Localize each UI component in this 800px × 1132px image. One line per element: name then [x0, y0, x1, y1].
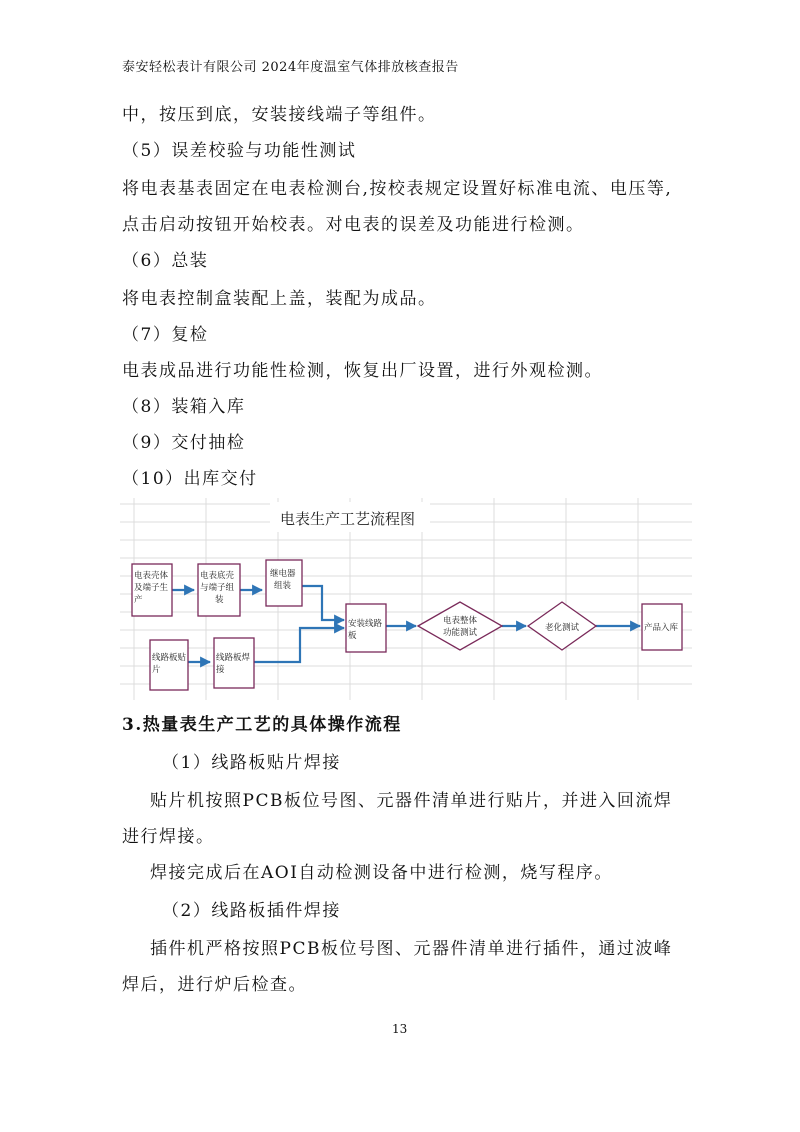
step-heading-8: （8）装箱入库 [122, 397, 246, 417]
node-function-test [418, 602, 502, 650]
body-line: 将电表控制盒装配上盖，装配为成品。 [122, 289, 437, 309]
body-line: 点击启动按钮开始校表。对电表的误差及功能进行检测。 [122, 215, 585, 235]
node-label: 产 [134, 595, 143, 605]
body-line: 电表成品进行功能性检测，恢复出厂设置，进行外观检测。 [122, 361, 603, 381]
node-label: 老化测试 [545, 623, 580, 633]
node-label: 板 [348, 631, 357, 641]
body-line: 焊接完成后在AOI自动检测设备中进行检测，烧写程序。 [150, 863, 613, 883]
node-label: 片 [152, 665, 161, 675]
body-line: 贴片机按照PCB板位号图、元器件清单进行贴片，并进入回流焊 [150, 791, 673, 811]
diagram-title: 电表生产工艺流程图 [280, 510, 416, 528]
body-line: 中，按压到底，安装接线端子等组件。 [122, 105, 437, 125]
body-line: 插件机严格按照PCB板位号图、元器件清单进行插件，通过波峰 [150, 939, 673, 959]
node-label: 电表壳体 [134, 571, 169, 581]
node-label: 接 [216, 665, 225, 675]
body-line: 将电表基表固定在电表检测台,按校表规定设置好标准电流、电压等, [122, 179, 673, 199]
node-label: 产品入库 [644, 623, 679, 633]
step-heading-7: （7）复检 [122, 325, 209, 345]
node-pcb-soldering [214, 638, 254, 688]
node-label: 组装 [274, 581, 292, 591]
page-header: 泰安轻松表计有限公司 2024年度温室气体排放核查报告 [122, 60, 459, 75]
step-heading-5: （5）误差校验与功能性测试 [122, 141, 357, 161]
node-label: 线路板焊 [216, 653, 251, 663]
node-label: 线路板贴 [152, 653, 187, 663]
node-label: 电表整体 [443, 616, 478, 626]
subsection-heading-1: （1）线路板贴片焊接 [162, 753, 341, 773]
step-heading-10: （10）出库交付 [122, 469, 258, 489]
body-line: 焊后，进行炉后检查。 [122, 975, 307, 995]
step-heading-9: （9）交付抽检 [122, 433, 246, 453]
node-label: 及端子生 [134, 583, 169, 593]
body-line: 进行焊接。 [122, 827, 215, 847]
node-label: 装 [215, 595, 224, 605]
node-label: 功能测试 [443, 628, 478, 638]
node-label: 继电器 [270, 569, 296, 579]
step-heading-6: （6）总装 [122, 251, 209, 271]
process-flow-diagram [120, 498, 692, 700]
node-labels [134, 568, 679, 675]
node-label: 电表底壳 [200, 571, 235, 581]
section-heading: 3.热量表生产工艺的具体操作流程 [122, 715, 402, 735]
node-label: 安装线路 [348, 619, 383, 629]
subsection-heading-2: （2）线路板插件焊接 [162, 901, 341, 921]
page-number: 13 [392, 1022, 408, 1036]
node-label: 与端子组 [200, 583, 235, 593]
